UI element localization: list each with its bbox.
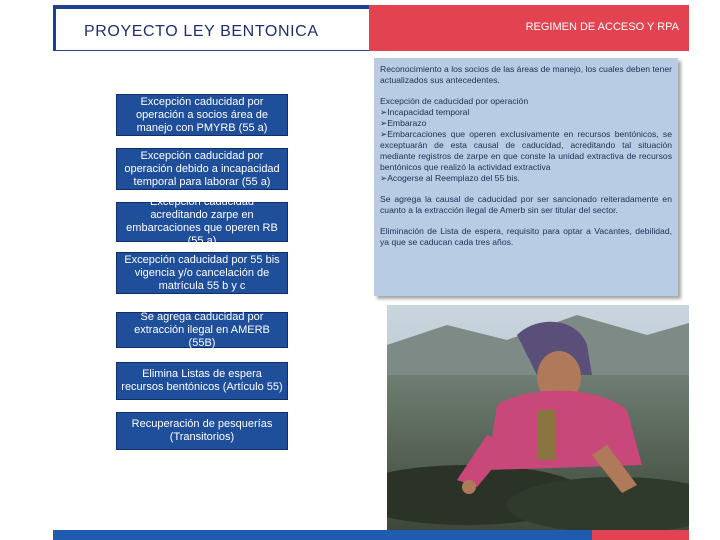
arrow-bullet-icon: ➢ [380,118,388,128]
arrow-bullet-icon: ➢ [380,129,388,139]
box-exception-incapacity: Excepción caducidad por operación debido a incapacidad temporal para laborar (55 a) [116,148,288,190]
exception-item-text: Embarcaciones que operen exclusivamente en recursos bentónicos, se exceptuarán de esta causal de caducidad, acreditando tal situación mediante registros de zarpe en que conste la unidad extractiva de recursos bentónicos que realizó la actividad extractiva [380,129,672,172]
exception-item-text: Acogerse al Reemplazo del 55 bis. [387,173,521,183]
exception-item-4 [380,173,672,184]
exception-item-2 [380,118,672,129]
sanction-paragraph [380,194,672,216]
regime-details-panel [374,58,678,296]
sanction-text: Se agrega la causal de caducidad por ser sancionado reiteradamente en cuanto a la extracción ilegal de Amerb sin ser titular del sector. [380,194,672,215]
exception-item-1 [380,107,672,118]
section-title: REGIMEN DE ACCESO Y RPA [525,21,679,33]
arrow-bullet-icon: ➢ [380,173,388,183]
intro-paragraph [380,64,672,86]
header-left-panel [53,5,369,51]
box-waiting-list: Elimina Listas de espera recursos bentónicos (Artículo 55) [116,362,288,400]
arrow-bullet-icon: ➢ [380,107,388,117]
waiting-list-paragraph [380,226,672,248]
box-illegal-extraction: Se agrega caducidad por extracción ilegal en AMERB (55B) [116,312,288,348]
page-title: PROYECTO LEY BENTONICA [84,23,319,40]
intro-text: Reconocimiento a los socios de las áreas de manejo, los cuales deben tener actualizados sus antecedentes. [380,64,672,85]
shellfish-gatherer-image [387,305,689,535]
exception-list [380,96,672,184]
exception-item-3 [380,129,672,173]
waiting-list-text: Eliminación de Lista de espera, requisito para optar a Vacantes, debilidad, ya que se caducan cada tres años. [380,226,672,247]
exception-list-title: Excepción de caducidad por operación [380,96,529,106]
exception-item-text: Embarazo [387,118,427,128]
footer-bar-red [592,530,689,540]
header-right-panel [369,5,689,51]
box-fishery-recovery: Recuperación de pesquerías (Transitorios) [116,412,288,450]
exception-item-text: Incapacidad temporal [387,107,470,117]
box-exception-amerb: Excepción caducidad por operación a socios área de manejo con PMYRB (55 a) [116,94,288,136]
box-exception-zarpe: Excepción caducidad acreditando zarpe en embarcaciones que operen RB (55 a) [116,202,288,242]
box-exception-55bis: Excepción caducidad por 55 bis vigencia y/o cancelación de matrícula 55 b y c [116,252,288,294]
fisher-woman-photo [387,305,689,535]
